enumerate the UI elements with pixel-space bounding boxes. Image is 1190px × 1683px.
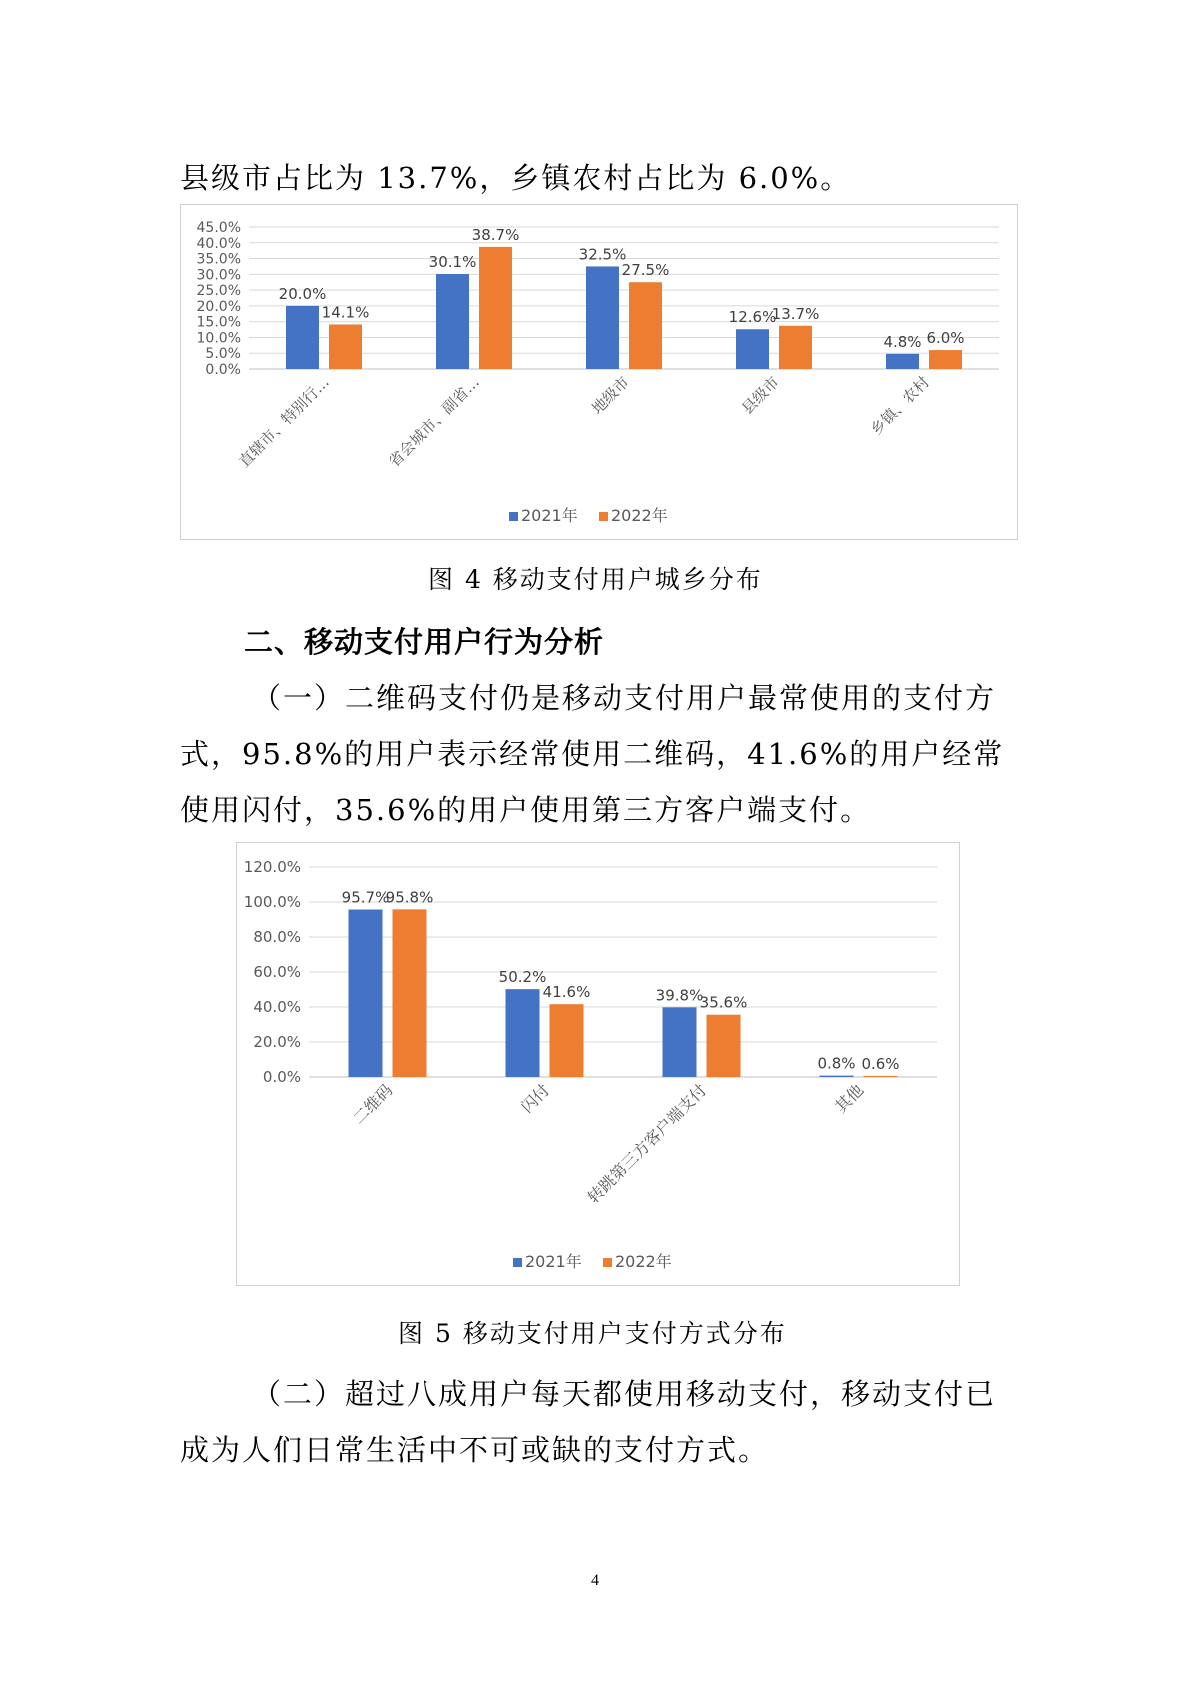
bar-2022年-1 (479, 247, 512, 369)
y-tick-label: 0.0% (205, 362, 241, 378)
data-label: 0.8% (817, 1054, 856, 1073)
y-tick-label: 15.0% (196, 314, 241, 331)
data-label: 50.2% (498, 968, 547, 987)
y-tick-label: 80.0% (253, 928, 301, 946)
y-tick-label: 10.0% (196, 330, 241, 347)
bar-2021年-1 (436, 274, 469, 369)
x-category-label: 县级市 (738, 373, 783, 418)
x-category-label: 地级市 (588, 373, 633, 418)
y-tick-label: 0.0% (262, 1068, 301, 1086)
bar-2021年-0 (349, 910, 383, 1077)
data-label: 41.6% (542, 983, 591, 1002)
x-category-label: 乡镇、农村 (867, 373, 933, 439)
y-tick-label: 5.0% (205, 346, 241, 363)
bar-2021年-1 (506, 989, 540, 1077)
y-tick-label: 40.0% (253, 998, 301, 1016)
x-category-label: 其他 (831, 1080, 868, 1117)
data-label: 27.5% (621, 261, 670, 280)
bar-2022年-2 (707, 1015, 741, 1077)
y-tick-label: 30.0% (196, 267, 241, 284)
page-number: 4 (591, 1572, 599, 1589)
bar-2022年-1 (550, 1004, 584, 1077)
legend-swatch (599, 512, 608, 521)
data-label: 14.1% (321, 303, 370, 322)
data-label: 35.6% (699, 993, 748, 1012)
bar-2022年-0 (393, 909, 427, 1077)
data-label: 95.7% (341, 888, 390, 907)
y-tick-label: 100.0% (243, 893, 301, 911)
chart-payment-methods-svg (237, 843, 959, 1285)
y-tick-label: 25.0% (196, 283, 241, 300)
data-label: 38.7% (471, 225, 520, 244)
bar-2021年-2 (663, 1007, 697, 1077)
bar-2021年-3 (736, 329, 769, 369)
legend-label: 2022年 (615, 1252, 672, 1271)
y-tick-label: 60.0% (253, 963, 301, 981)
x-category-label: 省会城市、副省… (385, 373, 483, 471)
data-label: 39.8% (655, 986, 704, 1005)
data-label: 32.5% (578, 245, 627, 264)
x-category-label: 直辖市、特别行… (235, 373, 333, 471)
data-label: 13.7% (771, 304, 820, 323)
y-tick-label: 40.0% (196, 235, 241, 252)
legend-swatch (603, 1258, 612, 1267)
data-label: 30.1% (428, 253, 477, 272)
bar-2022年-0 (329, 325, 362, 369)
x-category-label: 闪付 (517, 1080, 554, 1117)
data-label: 6.0% (926, 329, 965, 348)
bar-2022年-4 (929, 350, 962, 369)
y-tick-label: 20.0% (253, 1033, 301, 1051)
data-label: 4.8% (883, 332, 922, 351)
bar-2022年-3 (779, 326, 812, 369)
data-label: 20.0% (278, 284, 327, 303)
data-label: 12.6% (728, 308, 777, 327)
legend-label: 2022年 (611, 506, 668, 525)
bar-2021年-0 (286, 306, 319, 369)
chart-urban-rural (180, 204, 1018, 540)
data-label: 95.8% (385, 888, 434, 907)
x-category-label: 转跳第三方客户端支付 (583, 1080, 711, 1207)
bar-2022年-2 (629, 282, 662, 369)
bar-2021年-2 (586, 266, 619, 369)
legend-swatch (513, 1258, 522, 1267)
paragraph-daily-use: （二）超过八成用户每天都使用移动支付，移动支付已成为人们日常生活中不可或缺的支付方式。 (180, 1377, 997, 1467)
chart-payment-methods (236, 842, 960, 1286)
bar-2021年-4 (886, 354, 919, 369)
section-heading: 二、移动支付用户行为分析 (244, 625, 605, 659)
paragraph-qr-payment: （一）二维码支付仍是移动支付用户最常使用的支付方式，95.8%的用户表示经常使用二维码，41.6%的用户经常使用闪付，35.6%的用户使用第三方客户端支付。 (180, 681, 1005, 827)
bar-2022年-3 (864, 1076, 898, 1077)
x-category-label: 二维码 (348, 1080, 397, 1128)
paragraph-intro: 县级市占比为 13.7%，乡镇农村占比为 6.0%。 (180, 161, 852, 195)
legend-label: 2021年 (525, 1252, 582, 1271)
y-tick-label: 120.0% (243, 858, 301, 876)
figure-5-caption: 图 5 移动支付用户支付方式分布 (398, 1319, 787, 1348)
legend-swatch (509, 512, 518, 521)
data-label: 0.6% (861, 1054, 900, 1073)
bar-2021年-3 (820, 1076, 854, 1077)
figure-4-caption: 图 4 移动支付用户城乡分布 (428, 565, 763, 594)
y-tick-label: 45.0% (196, 220, 241, 236)
legend-label: 2021年 (521, 506, 578, 525)
y-tick-label: 35.0% (196, 251, 241, 268)
chart-urban-rural-svg (181, 205, 1017, 539)
y-tick-label: 20.0% (196, 298, 241, 315)
